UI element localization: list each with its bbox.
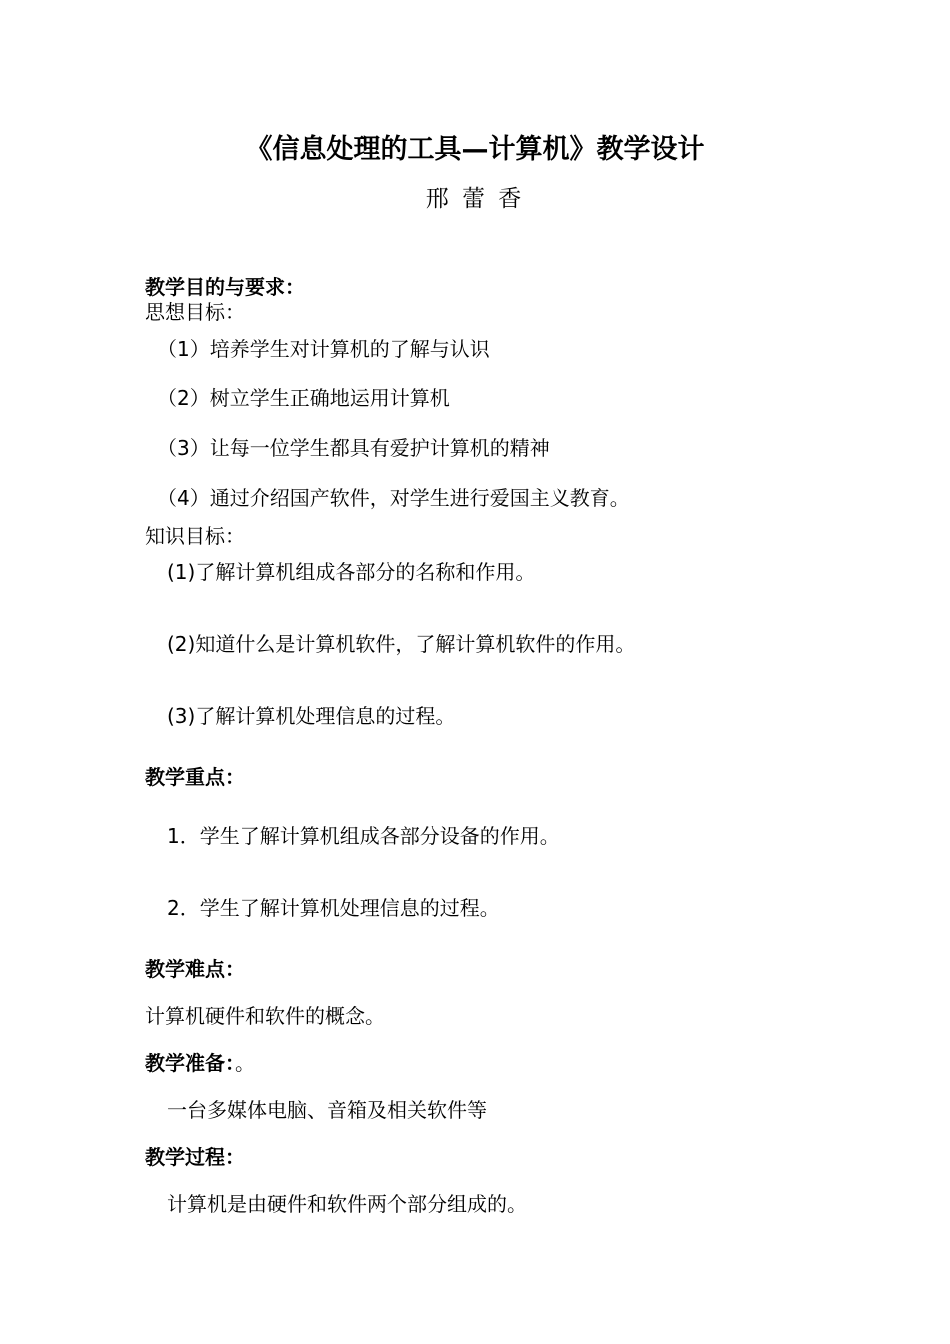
difficulties-text: 计算机硬件和软件的概念。 <box>145 1004 385 1028</box>
ideology-item: （1）培养学生对计算机的了解与认识 <box>157 337 490 361</box>
ideology-item: （2）树立学生正确地运用计算机 <box>157 386 450 410</box>
ideology-item: （3）让每一位学生都具有爱护计算机的精神 <box>157 436 550 460</box>
preparation-heading-line <box>145 1049 255 1077</box>
ideology-label: 思想目标： <box>145 300 245 324</box>
process-heading: 教学过程： <box>145 1145 245 1169</box>
process-text: 计算机是由硬件和软件两个部分组成的。 <box>167 1192 527 1216</box>
knowledge-label: 知识目标： <box>145 524 245 548</box>
difficulties-heading: 教学难点： <box>145 957 245 981</box>
objectives-heading: 教学目的与要求： <box>145 275 305 299</box>
key-point-item: 2．学生了解计算机处理信息的过程。 <box>167 896 500 920</box>
knowledge-item: (1)了解计算机组成各部分的名称和作用。 <box>167 560 536 584</box>
ideology-item: （4）通过介绍国产软件，对学生进行爱国主义教育。 <box>157 486 630 510</box>
document-author: 邢 蕾 香 <box>425 186 525 212</box>
key-point-item: 1．学生了解计算机组成各部分设备的作用。 <box>167 824 560 848</box>
preparation-heading-suffix: 。 <box>235 1051 255 1075</box>
knowledge-item: (3)了解计算机处理信息的过程。 <box>167 704 456 728</box>
preparation-heading: 教学准备： <box>145 1051 235 1075</box>
preparation-text: 一台多媒体电脑、音箱及相关软件等 <box>167 1098 487 1122</box>
knowledge-item: (2)知道什么是计算机软件，了解计算机软件的作用。 <box>167 632 636 656</box>
document-title: 《信息处理的工具—计算机》教学设计 <box>245 134 705 165</box>
key-points-heading: 教学重点： <box>145 765 245 789</box>
